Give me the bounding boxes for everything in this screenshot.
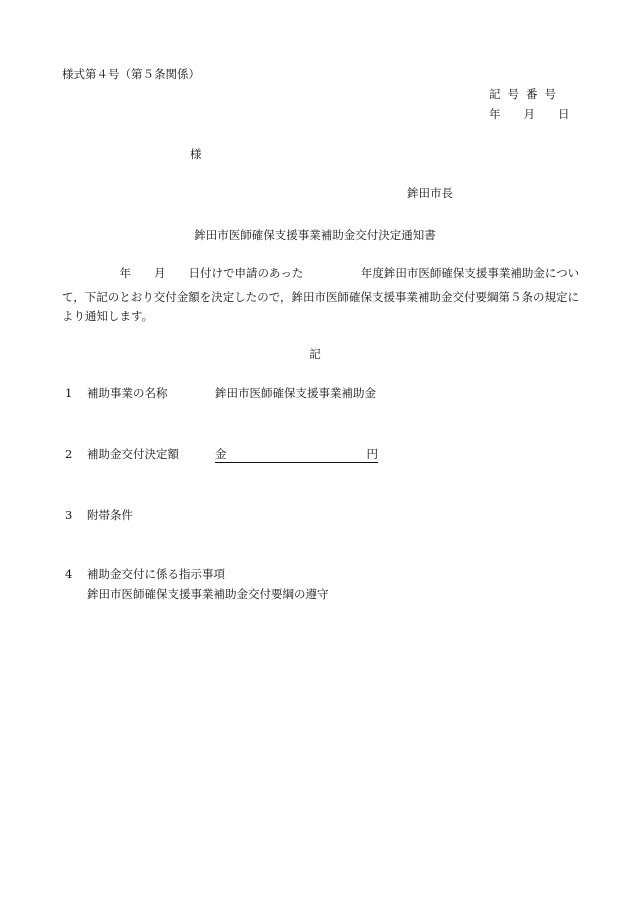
ki-heading: 記 bbox=[309, 347, 321, 361]
form-number: 様式第４号（第５条関係） bbox=[62, 67, 200, 81]
item-2-number: 2 bbox=[65, 447, 73, 461]
document-title: 鉾田市医師確保支援事業補助金交付決定通知書 bbox=[194, 228, 436, 242]
item-1 bbox=[0, 386, 630, 402]
document-number-label: 記号番号 bbox=[489, 87, 563, 101]
item-1-number: 1 bbox=[65, 386, 73, 400]
item-1-label: 補助事業の名称 bbox=[87, 386, 168, 400]
body-line-1: 年 月 日付けで申請のあった 年度鉾田市医師確保支援事業補助金につい bbox=[62, 266, 580, 280]
addressee: 様 bbox=[190, 147, 202, 161]
item-3-label: 附帯条件 bbox=[87, 508, 133, 522]
item-3 bbox=[0, 508, 630, 524]
amount-prefix: 金 bbox=[215, 447, 227, 461]
body-line-2: て，下記のとおり交付金額を決定したので，鉾田市医師確保支援事業補助金交付要綱第５条の規定に bbox=[62, 290, 580, 304]
item-2-label: 補助金交付決定額 bbox=[87, 447, 179, 461]
amount-suffix: 円 bbox=[366, 447, 378, 461]
item-4-detail: 鉾田市医師確保支援事業補助金交付要綱の遵守 bbox=[87, 587, 329, 601]
item-4-number: 4 bbox=[65, 567, 73, 581]
body-line-3: より通知します。 bbox=[62, 309, 154, 323]
grant-amount-field bbox=[215, 447, 378, 463]
item-4-label: 補助金交付に係る指示事項 bbox=[87, 567, 225, 581]
item-2 bbox=[0, 447, 630, 463]
date-line: 年 月 日 bbox=[489, 107, 570, 121]
item-4 bbox=[0, 567, 630, 583]
item-3-number: 3 bbox=[65, 508, 73, 522]
item-1-value: 鉾田市医師確保支援事業補助金 bbox=[215, 386, 376, 400]
issuer: 鉾田市長 bbox=[407, 186, 453, 200]
